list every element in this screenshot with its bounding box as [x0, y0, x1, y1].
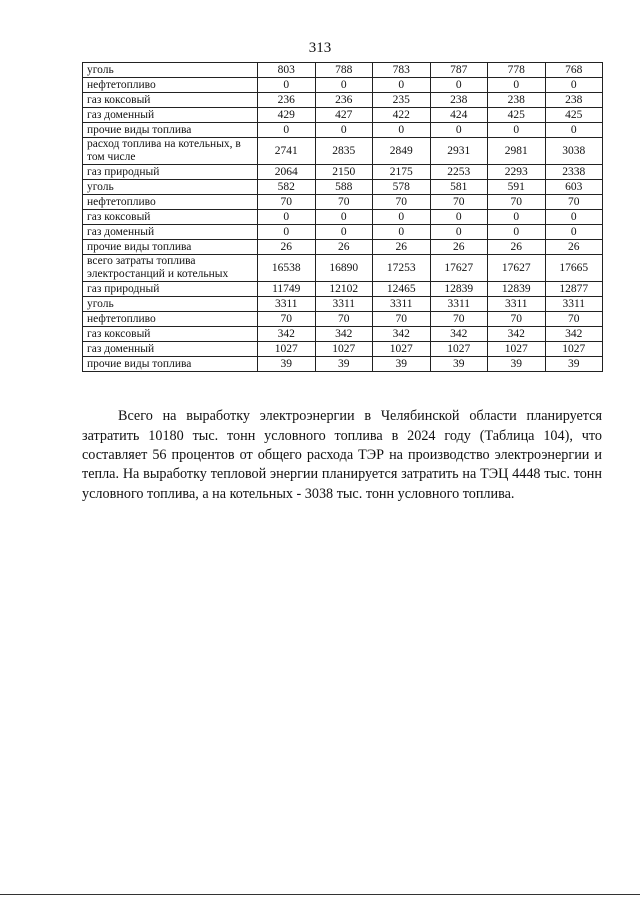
table-cell: 2741	[258, 138, 316, 165]
table-cell: 342	[430, 327, 488, 342]
table-cell: 0	[488, 210, 546, 225]
table-cell: 1027	[545, 342, 603, 357]
table-cell: 0	[373, 210, 431, 225]
table-cell: 788	[315, 63, 373, 78]
table-cell: 39	[430, 357, 488, 372]
table-cell: 238	[430, 93, 488, 108]
table-row	[83, 138, 603, 165]
row-label: газ доменный	[83, 108, 258, 123]
table-cell: 603	[545, 180, 603, 195]
table-cell: 803	[258, 63, 316, 78]
table-cell: 0	[373, 123, 431, 138]
table-row	[83, 108, 603, 123]
row-label: газ доменный	[83, 342, 258, 357]
table-cell: 0	[430, 78, 488, 93]
row-label: газ природный	[83, 165, 258, 180]
table-cell: 0	[258, 225, 316, 240]
table-cell: 70	[315, 312, 373, 327]
row-label: прочие виды топлива	[83, 240, 258, 255]
row-label: газ коксовый	[83, 210, 258, 225]
table-cell: 2175	[373, 165, 431, 180]
table-cell: 70	[488, 195, 546, 210]
table-cell: 16890	[315, 255, 373, 282]
table-cell: 342	[373, 327, 431, 342]
table-cell: 0	[488, 78, 546, 93]
table-cell: 425	[488, 108, 546, 123]
table-cell: 26	[545, 240, 603, 255]
table-cell: 768	[545, 63, 603, 78]
page-number: 313	[308, 40, 332, 56]
row-label: нефтетопливо	[83, 78, 258, 93]
row-label: прочие виды топлива	[83, 357, 258, 372]
table-cell: 0	[315, 225, 373, 240]
table-cell: 0	[258, 210, 316, 225]
table-cell: 39	[373, 357, 431, 372]
table-row	[83, 297, 603, 312]
table-cell: 2253	[430, 165, 488, 180]
table-cell: 70	[315, 195, 373, 210]
table-cell: 70	[488, 312, 546, 327]
table-cell: 70	[258, 312, 316, 327]
table-cell: 342	[258, 327, 316, 342]
table-cell: 3311	[430, 297, 488, 312]
table-cell: 425	[545, 108, 603, 123]
table-cell: 26	[373, 240, 431, 255]
table-cell: 1027	[430, 342, 488, 357]
table-cell: 3311	[315, 297, 373, 312]
table-cell: 12465	[373, 282, 431, 297]
table-cell: 2835	[315, 138, 373, 165]
table-cell: 0	[373, 225, 431, 240]
table-body	[83, 63, 603, 372]
table-cell: 342	[488, 327, 546, 342]
table-cell: 342	[315, 327, 373, 342]
table-row	[83, 165, 603, 180]
table-cell: 236	[315, 93, 373, 108]
table-cell: 0	[545, 78, 603, 93]
table-row	[83, 93, 603, 108]
table-cell: 17253	[373, 255, 431, 282]
table-row	[83, 210, 603, 225]
table-cell: 26	[315, 240, 373, 255]
table-cell: 11749	[258, 282, 316, 297]
row-label: уголь	[83, 180, 258, 195]
row-label: всего затраты топлива электростанций и котельных	[83, 255, 258, 282]
table-cell: 2293	[488, 165, 546, 180]
table-cell: 0	[545, 210, 603, 225]
table-cell: 17665	[545, 255, 603, 282]
table-cell: 424	[430, 108, 488, 123]
table-cell: 591	[488, 180, 546, 195]
row-label: уголь	[83, 297, 258, 312]
table-cell: 0	[488, 123, 546, 138]
page-bottom-rule	[0, 894, 640, 895]
table-cell: 2150	[315, 165, 373, 180]
table-cell: 783	[373, 63, 431, 78]
table-cell: 70	[545, 195, 603, 210]
table-cell: 26	[488, 240, 546, 255]
row-label: расход топлива на котельных, в том числе	[83, 138, 258, 165]
table-cell: 0	[545, 225, 603, 240]
table-cell: 2064	[258, 165, 316, 180]
table-cell: 0	[430, 123, 488, 138]
table-cell: 0	[373, 78, 431, 93]
table-row	[83, 312, 603, 327]
table-cell: 3311	[488, 297, 546, 312]
table-cell: 427	[315, 108, 373, 123]
row-label: нефтетопливо	[83, 312, 258, 327]
table-cell: 39	[488, 357, 546, 372]
table-row	[83, 78, 603, 93]
table-cell: 578	[373, 180, 431, 195]
table-cell: 39	[545, 357, 603, 372]
table-row	[83, 225, 603, 240]
table-cell: 235	[373, 93, 431, 108]
table-cell: 238	[488, 93, 546, 108]
table-cell: 12877	[545, 282, 603, 297]
row-label: газ коксовый	[83, 327, 258, 342]
table-cell: 1027	[488, 342, 546, 357]
table-cell: 588	[315, 180, 373, 195]
table-cell: 342	[545, 327, 603, 342]
table-cell: 0	[315, 78, 373, 93]
table-cell: 26	[430, 240, 488, 255]
table-cell: 0	[258, 78, 316, 93]
table-row	[83, 357, 603, 372]
table-row	[83, 195, 603, 210]
table-cell: 3038	[545, 138, 603, 165]
row-label: газ природный	[83, 282, 258, 297]
table-cell: 0	[315, 210, 373, 225]
table-row	[83, 180, 603, 195]
table-cell: 0	[430, 210, 488, 225]
row-label: нефтетопливо	[83, 195, 258, 210]
table-cell: 2338	[545, 165, 603, 180]
table-cell: 581	[430, 180, 488, 195]
table-cell: 422	[373, 108, 431, 123]
row-label: уголь	[83, 63, 258, 78]
table-cell: 1027	[315, 342, 373, 357]
table-cell: 70	[373, 195, 431, 210]
table-row	[83, 282, 603, 297]
table-cell: 3311	[258, 297, 316, 312]
table-cell: 778	[488, 63, 546, 78]
row-label: газ доменный	[83, 225, 258, 240]
table-cell: 3311	[545, 297, 603, 312]
table-cell: 17627	[430, 255, 488, 282]
table-cell: 70	[258, 195, 316, 210]
table-cell: 70	[430, 195, 488, 210]
table-cell: 1027	[258, 342, 316, 357]
table-cell: 1027	[373, 342, 431, 357]
table-cell: 0	[258, 123, 316, 138]
table-row	[83, 327, 603, 342]
table-cell: 429	[258, 108, 316, 123]
table-cell: 582	[258, 180, 316, 195]
table-cell: 12839	[430, 282, 488, 297]
table-cell: 238	[545, 93, 603, 108]
table-cell: 70	[430, 312, 488, 327]
table-cell: 787	[430, 63, 488, 78]
table-cell: 70	[545, 312, 603, 327]
fuel-consumption-table	[82, 62, 603, 372]
body-paragraph: Всего на выработку электроэнергии в Челябинской области планируется затратить 10180 тыс. тонн условного топлива в 2024 году (Таблица 104), что составляет 56 процентов от общего расхода ТЭР на производство электроэнергии и тепла. На выработку тепловой энергии планируется затратить на ТЭЦ 4448 тыс. тонн условного топлива, а на котельных - 3038 тыс. тонн условного топлива.	[82, 408, 602, 502]
table-cell: 26	[258, 240, 316, 255]
table-cell: 39	[258, 357, 316, 372]
table-row	[83, 255, 603, 282]
row-label: прочие виды топлива	[83, 123, 258, 138]
table-cell: 0	[430, 225, 488, 240]
table-cell: 3311	[373, 297, 431, 312]
table-cell: 70	[373, 312, 431, 327]
table-cell: 17627	[488, 255, 546, 282]
table-cell: 16538	[258, 255, 316, 282]
table-row	[83, 63, 603, 78]
table-cell: 39	[315, 357, 373, 372]
table-row	[83, 342, 603, 357]
table-cell: 2981	[488, 138, 546, 165]
table-cell: 2931	[430, 138, 488, 165]
table-cell: 0	[488, 225, 546, 240]
table-cell: 12839	[488, 282, 546, 297]
table-cell: 12102	[315, 282, 373, 297]
table-cell: 0	[315, 123, 373, 138]
row-label: газ коксовый	[83, 93, 258, 108]
table-row	[83, 123, 603, 138]
table-cell: 2849	[373, 138, 431, 165]
table-cell: 236	[258, 93, 316, 108]
table-row	[83, 240, 603, 255]
table-cell: 0	[545, 123, 603, 138]
